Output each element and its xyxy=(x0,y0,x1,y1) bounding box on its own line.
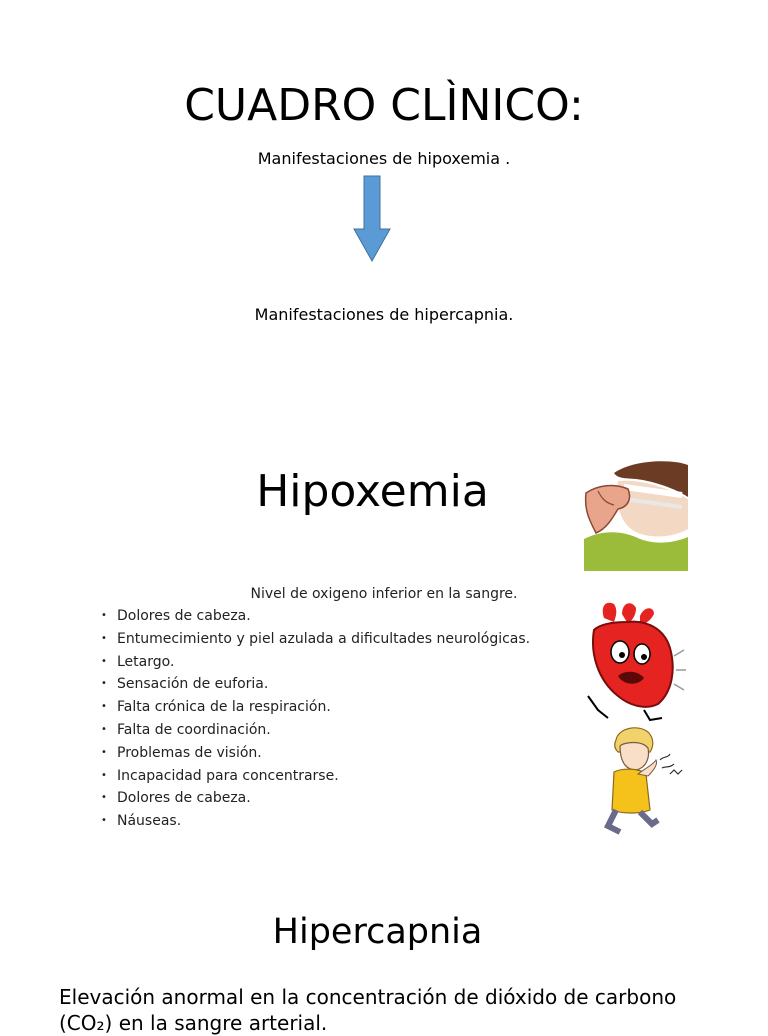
arrow-down-icon xyxy=(352,175,392,263)
list-item xyxy=(101,719,530,742)
hypercapnia-definition: Elevación anormal en la concentración de dióxido de carbono (CO₂) en la sangre arterial. xyxy=(59,985,677,1035)
coughing-child-illustration xyxy=(594,724,688,836)
symptom-text: Falta crónica de la respiración. xyxy=(117,699,331,716)
list-item xyxy=(101,673,530,696)
bullet-icon: • xyxy=(101,701,107,713)
bullet-icon: • xyxy=(101,723,107,735)
list-item xyxy=(101,651,530,674)
symptom-text: Dolores de cabeza. xyxy=(117,608,251,624)
symptom-text: Sensación de euforia. xyxy=(117,676,269,693)
list-item xyxy=(101,787,530,810)
symptom-text: Problemas de visión. xyxy=(117,744,262,761)
symptom-text: Incapacidad para concentrarse. xyxy=(117,767,339,784)
bullet-icon: • xyxy=(101,746,107,758)
list-item xyxy=(101,765,530,788)
list-item xyxy=(101,628,530,651)
list-item xyxy=(101,696,530,719)
hypoxemia-definition: Nivel de oxigeno inferior en la sangre. xyxy=(250,586,518,602)
bullet-icon: • xyxy=(101,610,107,621)
list-item xyxy=(101,810,530,833)
symptom-text: Entumecimiento y piel azulada a dificultades neurológicas. xyxy=(117,630,531,647)
hypercapnia-heading: Hipercapnia xyxy=(272,912,483,952)
hypoxemia-heading: Hipoxemia xyxy=(256,466,489,517)
heart-illustration xyxy=(584,600,688,722)
bullet-icon: • xyxy=(101,678,107,690)
symptom-list xyxy=(101,605,530,833)
symptom-text: Falta de coordinación. xyxy=(117,721,271,738)
bullet-icon: • xyxy=(101,815,107,827)
symptom-text: Dolores de cabeza. xyxy=(117,790,251,807)
slide-title: CUADRO CLÌNICO: xyxy=(184,80,584,131)
symptom-text: Náuseas. xyxy=(117,813,182,830)
list-item xyxy=(101,742,530,765)
bullet-icon: • xyxy=(101,792,107,804)
bullet-icon: • xyxy=(101,632,107,644)
bullet-icon: • xyxy=(101,769,107,781)
headache-illustration xyxy=(584,459,688,571)
list-item xyxy=(101,605,530,628)
symptom-text: Letargo. xyxy=(117,653,175,670)
manifestations-hypercapnia-label: Manifestaciones de hipercapnia. xyxy=(254,305,514,324)
manifestations-hypoxemia-label: Manifestaciones de hipoxemia . xyxy=(257,149,511,168)
bullet-icon: • xyxy=(101,655,107,667)
